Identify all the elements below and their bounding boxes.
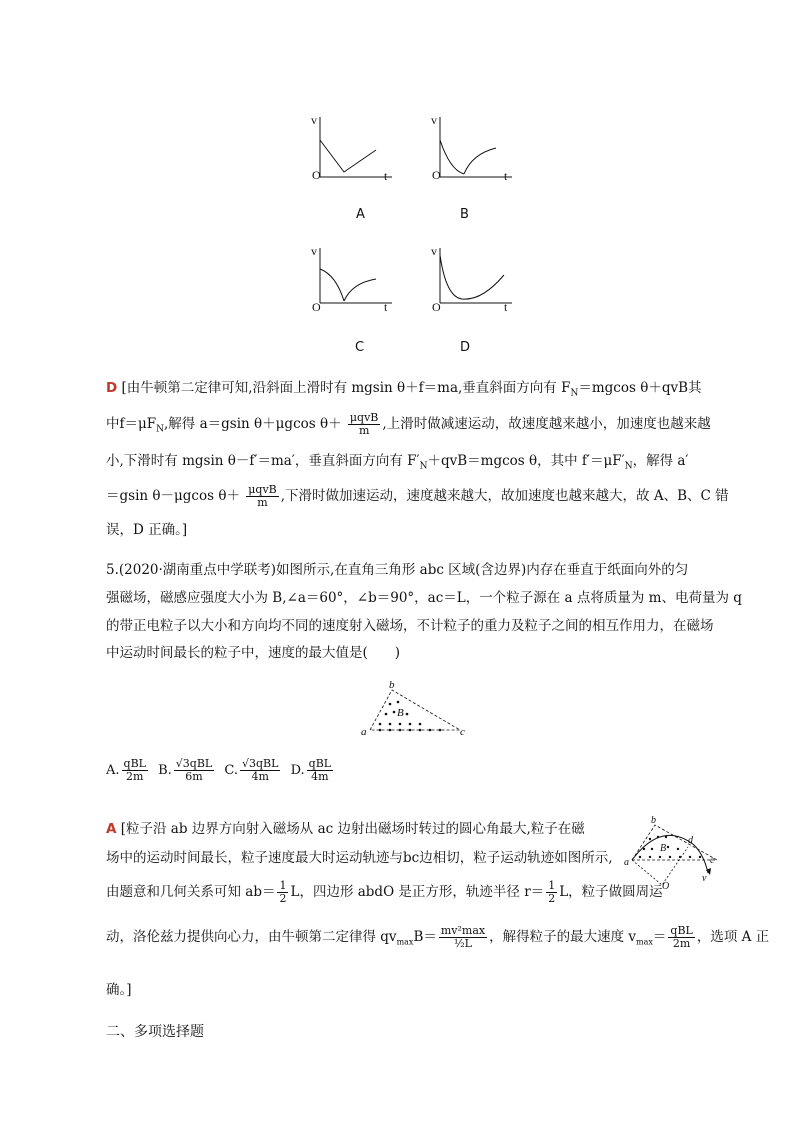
- graph-caption: B: [460, 207, 469, 222]
- v-axis-label: v: [311, 244, 317, 258]
- q5-options: [106, 758, 335, 783]
- option-a[interactable]: A. $\frac{\text{qBL}}{2m}$: [106, 757, 146, 783]
- option-d[interactable]: D. $\frac{\text{qBL}}{4m}$: [290, 757, 332, 783]
- q5-text-line-4: 中运动时间最长的粒子中，速度的最大值是( ): [106, 645, 401, 661]
- v-axis-label: v: [311, 113, 317, 127]
- vertex-a-label: a: [361, 726, 367, 738]
- q5-text-line-1: 5.(2020·湖南重点中学联考)如图所示,在直角三角形 abc 区域(含边界)内存在垂直于纸面向外的匀: [106, 562, 689, 578]
- v-axis-label: v: [431, 244, 437, 258]
- graph-a: [300, 112, 400, 222]
- q4-explanation-line-3: 小,下滑时有 mgsin θ－f′＝ma′，垂直斜面方向有 $F'_N+qvB=mgcos$ θ，其中 $f'=\mu F'_N$，解得 a′: [106, 453, 689, 472]
- graph-d: [420, 245, 520, 355]
- answer-letter: D: [106, 380, 118, 396]
- t-axis-label: t: [504, 169, 508, 183]
- v-axis-label: v: [431, 113, 437, 127]
- q5-triangle-figure: [360, 680, 470, 738]
- q4-explanation-line-4: ＝gsin θ－μgcos θ＋ $\frac{\text{μqvB}}{m}$ ,下滑时做加速运动，速度越来越大，故加速度也越来越大，故 A、B、C 错: [106, 483, 729, 509]
- point-d-label: d: [688, 835, 693, 846]
- q4-explanation-line-1: D [由牛顿第二定律可知,沿斜面上滑时有 mgsin θ＋f＝ma,垂直斜面方向有 $F_N=mgcos$ θ＋qvB其: [106, 380, 702, 399]
- q5-explanation-line-3: 由题意和几何关系可知 ab＝ $\frac{1}{2}$ L，四边形 abdO 是正方形，轨迹半径 r＝ $\frac{1}{2}$ L，粒子做圆周运: [106, 879, 663, 905]
- graph-caption: A: [356, 207, 365, 222]
- vertex-c-label: c: [460, 726, 465, 738]
- fraction: $\frac{\text{μqvB}}{m}$: [349, 411, 379, 437]
- graph-caption: C: [355, 340, 365, 355]
- option-c[interactable]: C. $\frac{\text{√3qBL}}{4m}$: [224, 757, 279, 783]
- q4-explanation-line-5: 误，D 正确。]: [106, 522, 188, 538]
- origin-label: O: [312, 168, 321, 182]
- graph-b: [420, 112, 520, 222]
- vertex-b-label: b: [389, 679, 395, 691]
- q5-explanation-line-2: 场中的运动时间最长，粒子速度最大时运动轨迹与bc边相切，粒子运动轨迹如图所示,: [106, 850, 613, 866]
- section-heading: 二、多项选择题: [106, 1024, 204, 1040]
- q5-trajectory-figure: [622, 815, 722, 890]
- origin-label: O: [312, 300, 321, 314]
- field-b-label: B: [660, 843, 667, 854]
- velocity-v-label: v: [702, 873, 707, 884]
- q5-text-line-3: 的带正电粒子以大小和方向均不同的速度射入磁场，不计粒子的重力及粒子之间的相互作用力，在磁场: [106, 618, 714, 634]
- triangle-diagram: [360, 680, 470, 738]
- t-axis-label: t: [384, 169, 388, 183]
- q5-explanation-line-4: 动，洛伦兹力提供向心力，由牛顿第二定律得 $qv_{max}B=$ $\frac{\text{mv²max}}{\text{½L}}$ ，解得粒子的最大速度 $v_{max}=$ $\frac{\text{qBL}}{2m}$ ，选项 A 正: [106, 924, 770, 950]
- graph-caption: D: [460, 340, 471, 355]
- q5-text-line-2: 强磁场，磁感应强度大小为 B,∠a＝60°，∠b＝90°，ac＝L，一个粒子源在 a 点将质量为 m、电荷量为 q: [106, 590, 742, 606]
- q5-explanation-line-5: 确。]: [106, 982, 132, 998]
- answer-letter: A: [106, 821, 117, 837]
- option-b[interactable]: B. $\frac{\text{√3qBL}}{6m}$: [158, 757, 213, 783]
- center-o-label: O: [662, 881, 670, 892]
- fraction: $\frac{\text{μqvB}}{m}$: [248, 483, 277, 509]
- vertex-b-label: b: [651, 815, 656, 826]
- q4-explanation-line-2: 中$f=\mu F_N$,解得 a＝gsin θ＋μgcos θ＋ $\frac{\text{μqvB}}{m}$ ,上滑时做减速运动，故速度越来越小，加速度也越来越: [106, 411, 711, 437]
- q5-explanation-line-1: A [粒子沿 ab 边界方向射入磁场从 ac 边射出磁场时转过的圆心角最大,粒子在磁: [106, 821, 585, 837]
- vertex-c-label: c: [710, 855, 715, 866]
- vertex-a-label: a: [624, 857, 629, 868]
- origin-label: O: [432, 300, 441, 314]
- t-axis-label: t: [384, 300, 388, 314]
- t-axis-label: t: [504, 300, 508, 314]
- trajectory-diagram: [622, 815, 722, 890]
- field-b-label: B: [397, 707, 404, 719]
- origin-label: O: [432, 168, 441, 182]
- graph-c: [300, 245, 400, 355]
